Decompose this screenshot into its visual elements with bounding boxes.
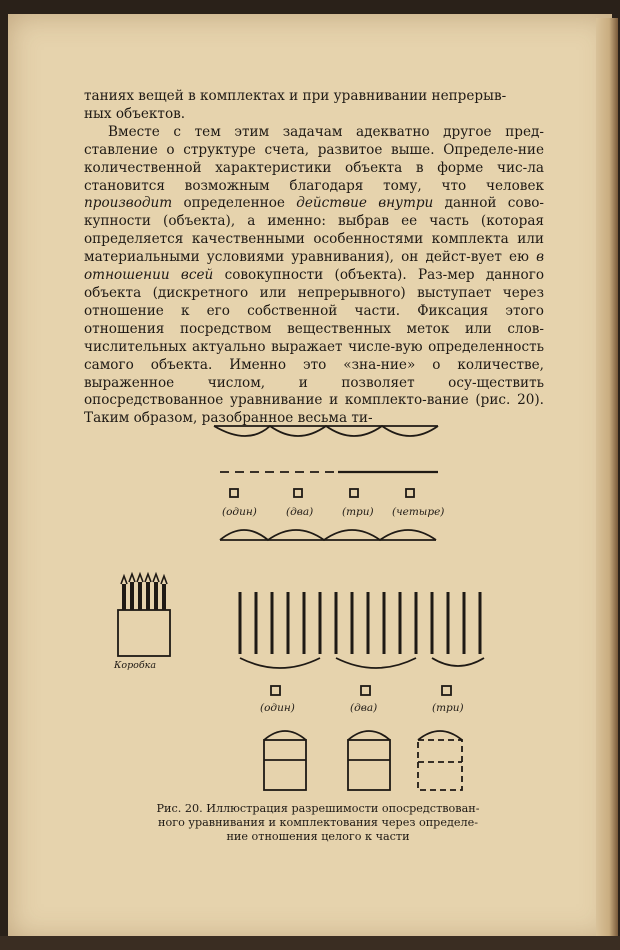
pencils [124, 582, 164, 610]
marker-square-7 [442, 686, 451, 695]
text-line-1: таниях вещей в комплектах и при уравнивании непрерыв- [84, 88, 507, 104]
bottom-label-2: (два) [350, 702, 378, 714]
marker-square-5 [271, 686, 280, 695]
top-label-1: (один) [222, 506, 257, 518]
stick-arc-2 [336, 658, 416, 668]
marker-square-2 [294, 489, 302, 497]
stick-arc-3 [432, 658, 484, 666]
marker-square-1 [230, 489, 238, 497]
top-label-3: (три) [342, 506, 374, 518]
emphasis-1: производит [84, 195, 173, 212]
box-3-dashed [418, 740, 462, 790]
top-arcs [214, 426, 438, 436]
para-2-part-4: совокупности (объекта). Раз-мер данного объекта (дискретного или непрерывного) выступает через отношение к его собственной части. Фиксация этого отношения посредством вещественных меток или слов-числительных актуально выражает числе-вую определенность самого объекта. Именно это «зна-ние» о количестве, выраженное числом, и позволяет осу-ществить опосредствованное уравнивание и комплекто-вание (рис. 20). Таким образом, разобранное весьма ти- [84, 267, 545, 427]
pencil-box [118, 610, 170, 656]
pencil-tips [121, 574, 167, 584]
text-line-2: ных объектов. [84, 105, 186, 122]
top-label-2: (два) [286, 506, 314, 518]
box-1 [264, 740, 306, 790]
para-2-part-2: определенное [172, 195, 297, 212]
bottom-label-1: (один) [260, 702, 295, 714]
para-2-part-1: Вместе с тем этим задачам адекватно другое пред-ставление о структуре счета, развитое выше. Определе-ние количественной характеристики объекта в форме чис-ла становится возможным благодаря тому, что человек [84, 123, 544, 194]
box-label: Коробка [114, 660, 157, 671]
caption-line-1: Рис. 20. Иллюстрация разрешимости опосредствован- [156, 802, 480, 815]
emphasis-3: в отношении всей [84, 249, 544, 284]
bottom-label-3: (три) [432, 702, 464, 714]
book-spine-edge [596, 18, 618, 938]
book-bottom-edge [0, 936, 620, 950]
box-arc-3 [418, 731, 462, 740]
figure-caption [136, 802, 500, 844]
box-arc-2 [348, 731, 390, 740]
vertical-sticks [240, 592, 480, 654]
caption-line-2: ного уравнивания и комплектования через определе- [158, 816, 478, 829]
marker-square-4 [406, 489, 414, 497]
lower-arcs [220, 530, 436, 540]
top-label-4: (четыре) [392, 506, 445, 518]
box-arc-1 [264, 731, 306, 740]
stick-arc-1 [240, 658, 320, 668]
marker-square-3 [350, 489, 358, 497]
marker-square-6 [361, 686, 370, 695]
book-page [8, 14, 612, 940]
box-2 [348, 740, 390, 790]
caption-line-3: ние отношения целого к части [226, 830, 410, 843]
para-2-part-3: данной сово-купности (объекта), а именно: выбрав ее часть (которая определяется качественными особенностями комплекта или материальными условиями уравнивания), он дейст-вует ею [84, 195, 544, 266]
emphasis-2: действие внутри [296, 195, 434, 212]
